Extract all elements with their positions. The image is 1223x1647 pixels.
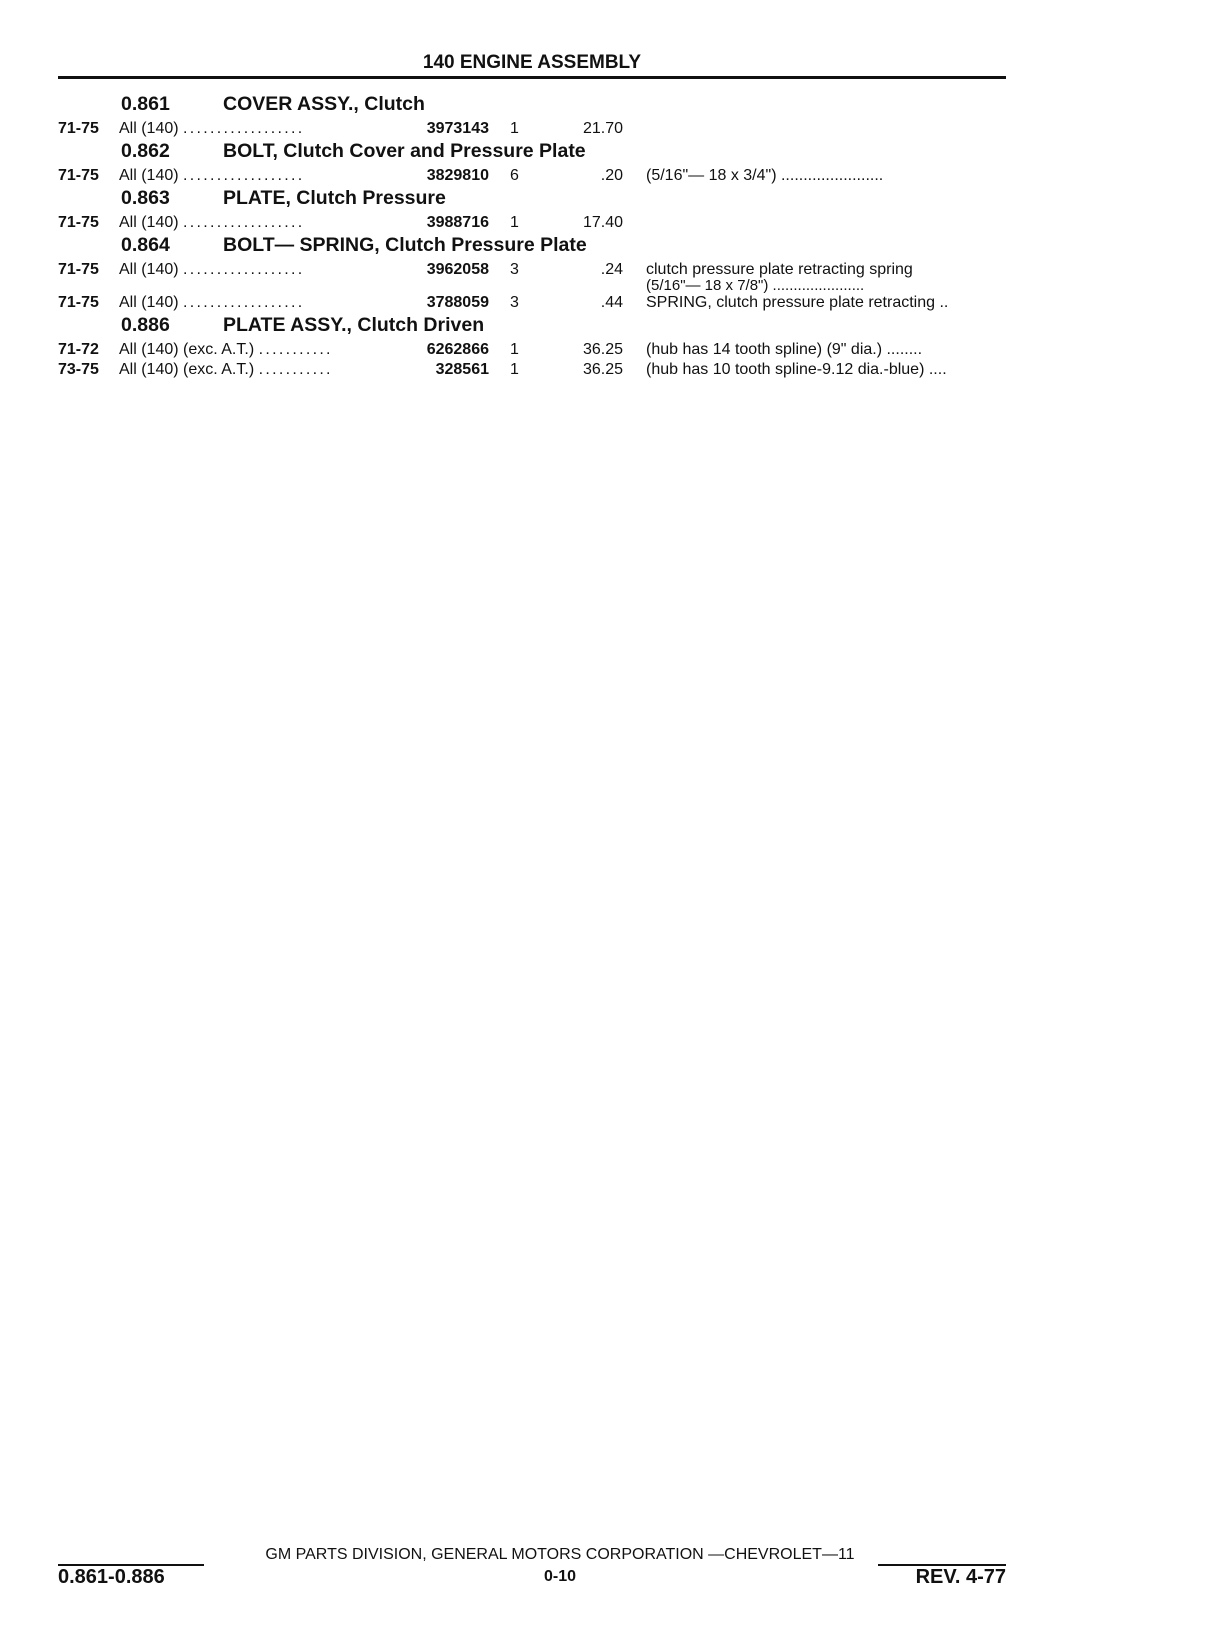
model: All (140) ..................	[119, 261, 305, 278]
parts-row	[0, 341, 1223, 361]
section-code: 0.861	[121, 93, 170, 115]
section-code: 0.863	[121, 187, 170, 209]
section-heading	[0, 314, 1223, 341]
part-number: 3829810	[426, 167, 489, 184]
parts-row	[0, 214, 1223, 234]
parts-row	[0, 361, 1223, 381]
part-number: 328561	[435, 361, 489, 378]
part-number: 3988716	[426, 214, 489, 231]
quantity: 1	[510, 341, 519, 358]
quantity: 6	[510, 167, 519, 184]
years: 71-75	[58, 294, 99, 311]
parts-row	[0, 120, 1223, 140]
section-code: 0.886	[121, 314, 170, 336]
description-line-2: (5/16"— 18 x 7/8") ......................	[646, 277, 865, 294]
section-title: BOLT— SPRING, Clutch Pressure Plate	[223, 234, 587, 256]
description: (hub has 14 tooth spline) (9" dia.) ........	[646, 341, 923, 358]
description: clutch pressure plate retracting spring	[646, 261, 913, 278]
years: 71-75	[58, 214, 99, 231]
model: All (140) ..................	[119, 167, 305, 184]
section-code: 0.862	[121, 140, 170, 162]
section-title: PLATE, Clutch Pressure	[223, 187, 446, 209]
years: 71-72	[58, 341, 99, 358]
parts-row	[0, 294, 1223, 314]
section-title: BOLT, Clutch Cover and Pressure Plate	[223, 140, 586, 162]
parts-listing	[0, 93, 1223, 381]
part-number: 3788059	[426, 294, 489, 311]
model: All (140) (exc. A.T.) ...........	[119, 341, 333, 358]
section-heading	[0, 234, 1223, 261]
quantity: 1	[510, 120, 519, 137]
section-title: PLATE ASSY., Clutch Driven	[223, 314, 485, 336]
price: 36.25	[582, 341, 623, 358]
years: 71-75	[58, 120, 99, 137]
section-heading	[0, 140, 1223, 167]
model: All (140) ..................	[119, 214, 305, 231]
price: 36.25	[582, 361, 623, 378]
part-number: 3973143	[426, 120, 489, 137]
parts-row	[0, 261, 1223, 294]
description: (5/16"— 18 x 3/4") .......................	[646, 167, 884, 184]
price: .44	[600, 294, 623, 311]
footer-publisher: GM PARTS DIVISION, GENERAL MOTORS CORPORATION —CHEVROLET—11	[265, 1546, 855, 1563]
description: SPRING, clutch pressure plate retracting ..	[646, 294, 949, 311]
section-title: COVER ASSY., Clutch	[223, 93, 425, 115]
years: 71-75	[58, 167, 99, 184]
price: .24	[600, 261, 623, 278]
section-heading	[0, 187, 1223, 214]
part-number: 3962058	[426, 261, 489, 278]
footer-range: 0.861-0.886	[58, 1566, 165, 1588]
section-heading	[0, 93, 1223, 120]
years: 71-75	[58, 261, 99, 278]
model: All (140) ..................	[119, 120, 305, 137]
description: (hub has 10 tooth spline-9.12 dia.-blue) ....	[646, 361, 947, 378]
section-code: 0.864	[121, 234, 170, 256]
model: All (140) (exc. A.T.) ...........	[119, 361, 333, 378]
years: 73-75	[58, 361, 99, 378]
price: .20	[600, 167, 623, 184]
page-number: 0-10	[543, 1568, 577, 1585]
model: All (140) ..................	[119, 294, 305, 311]
footer-revision: REV. 4-77	[915, 1566, 1006, 1588]
quantity: 1	[510, 361, 519, 378]
part-number: 6262866	[426, 341, 489, 358]
page-title: 140 ENGINE ASSEMBLY	[58, 52, 1006, 79]
price: 17.40	[582, 214, 623, 231]
parts-row	[0, 167, 1223, 187]
quantity: 1	[510, 214, 519, 231]
quantity: 3	[510, 261, 519, 278]
quantity: 3	[510, 294, 519, 311]
price: 21.70	[582, 120, 623, 137]
